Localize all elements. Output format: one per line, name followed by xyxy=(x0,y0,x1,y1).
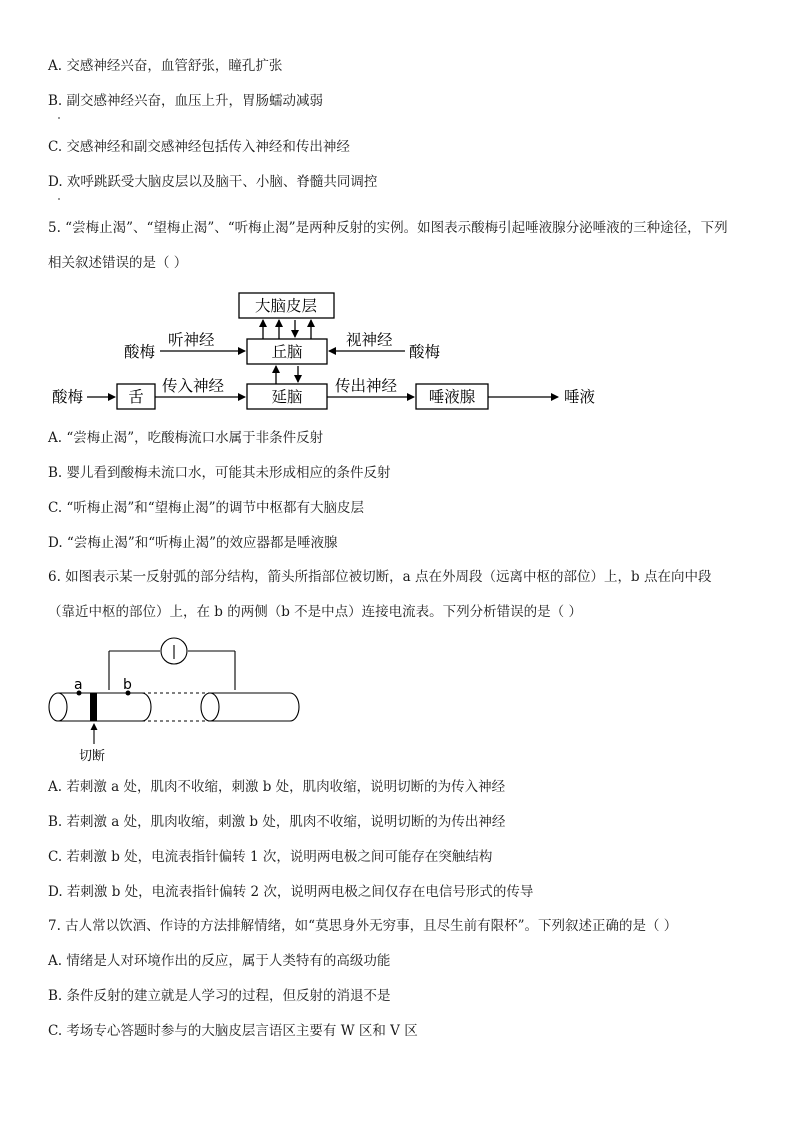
stray-dot xyxy=(58,117,60,119)
q7-option-c: C. 考场专心答题时参与的大脑皮层言语区主要有 W 区和 V 区 xyxy=(48,1023,418,1039)
efferent-nerve-label: 传出神经 xyxy=(335,377,398,395)
q5-stem-line2: 相关叙述错误的是（ ） xyxy=(48,255,188,271)
cut-mark xyxy=(90,693,97,721)
q6-stem-line2: （靠近中枢的部位）上，在 b 的两侧（b 不是中点）连接电流表。下列分析错误的是（ ） xyxy=(48,604,582,620)
thalamus-label: 丘脑 xyxy=(271,343,303,361)
gland-label: 唾液腺 xyxy=(428,388,476,406)
q7-stem: 7. 古人常以饮酒、作诗的方法排解情绪，如“莫思身外无穷事，且尽生前有限杯”。下列叙述正确的是（ ） xyxy=(48,918,678,934)
q4-option-a: A. 交感神经兴奋，血管舒张，瞳孔扩张 xyxy=(48,58,283,74)
plum-right-top-label: 酸梅 xyxy=(409,343,441,361)
plum-bottom-label: 酸梅 xyxy=(52,388,84,406)
medulla-label: 延脑 xyxy=(271,388,303,406)
cut-label: 切断 xyxy=(79,749,106,764)
q6-option-c: C. 若刺激 b 处，电流表指针偏转 1 次，说明两电极之间可能存在突触结构 xyxy=(48,849,493,865)
q6-option-a: A. 若刺激 a 处，肌肉不收缩，刺激 b 处，肌肉收缩，说明切断的为传入神经 xyxy=(48,779,506,795)
stray-dot xyxy=(58,198,60,200)
point-b-label: b xyxy=(123,677,132,693)
q6-option-d: D. 若刺激 b 处，电流表指针偏转 2 次，说明两电极之间仅存在电信号形式的传导 xyxy=(48,884,534,900)
nerve-cut-diagram xyxy=(44,634,306,766)
q5-option-b: B. 婴儿看到酸梅未流口水，可能其未形成相应的条件反射 xyxy=(48,465,391,481)
cortex-label: 大脑皮层 xyxy=(254,297,318,315)
q4-option-d: D. 欢呼跳跃受大脑皮层以及脑干、小脑、脊髓共同调控 xyxy=(48,174,378,190)
afferent-nerve-label: 传入神经 xyxy=(162,377,225,395)
q6-stem-line1: 6. 如图表示某一反射弧的部分结构，箭头所指部位被切断，a 点在外周段（远离中枢的部位）上，b 点在向中段 xyxy=(48,569,712,585)
plum-left-top-label: 酸梅 xyxy=(124,343,156,361)
q6-option-b: B. 若刺激 a 处，肌肉收缩，刺激 b 处，肌肉不收缩，说明切断的为传出神经 xyxy=(48,814,506,830)
point-a-label: a xyxy=(74,677,83,693)
optic-nerve-label: 视神经 xyxy=(346,331,393,349)
q5-option-a: A. “尝梅止渴”，吃酸梅流口水属于非条件反射 xyxy=(48,430,324,446)
q7-option-a: A. 情绪是人对环境作出的反应，属于人类特有的高级功能 xyxy=(48,953,391,969)
q7-option-b: B. 条件反射的建立就是人学习的过程，但反射的消退不是 xyxy=(48,988,391,1004)
saliva-reflex-diagram xyxy=(40,284,620,420)
saliva-label: 唾液 xyxy=(564,388,596,406)
tongue-label: 舌 xyxy=(128,388,144,406)
q4-option-b: B. 副交感神经兴奋，血压上升，胃肠蠕动减弱 xyxy=(48,93,324,109)
q5-stem-line1: 5. “尝梅止渴”、“望梅止渴”、“听梅止渴”是两种反射的实例。如图表示酸梅引起唾液腺分泌唾液的三种途径，下列 xyxy=(48,220,728,236)
auditory-nerve-label: 听神经 xyxy=(168,331,215,349)
q5-option-c: C. “听梅止渴”和“望梅止渴”的调节中枢都有大脑皮层 xyxy=(48,500,365,516)
q5-option-d: D. “尝梅止渴”和“听梅止渴”的效应器都是唾液腺 xyxy=(48,535,338,551)
q4-option-c: C. 交感神经和副交感神经包括传入神经和传出神经 xyxy=(48,139,350,155)
